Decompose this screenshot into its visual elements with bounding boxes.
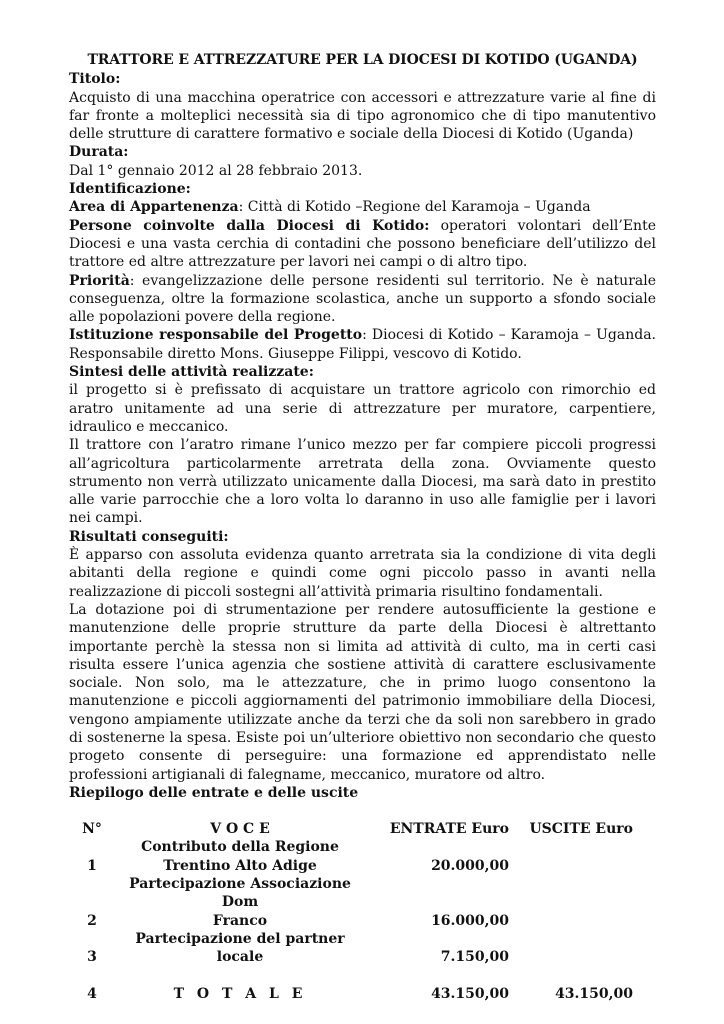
header-uscite: USCITE Euro <box>529 821 633 838</box>
row-2-n: 2 <box>87 912 97 929</box>
document-page <box>69 51 656 1003</box>
row-1-uscite <box>509 838 633 875</box>
table-total-row <box>73 985 633 1003</box>
row-1-entrate: 20.000,00 <box>431 857 509 874</box>
total-voce: T O T A L E <box>173 985 307 1002</box>
row-1-n: 1 <box>87 857 97 874</box>
priorita-paragraph <box>69 272 656 327</box>
risultati-heading: Risultati conseguiti: <box>69 528 229 545</box>
sintesi-heading: Sintesi delle attività realizzate: <box>69 364 314 381</box>
row-3-n: 3 <box>87 949 97 966</box>
row-2-voce-line1: Partecipazione Associazione Dom <box>129 876 351 911</box>
total-uscite: 43.150,00 <box>555 985 633 1002</box>
persone-text: operatori volontari dell’Ente Diocesi e una vasta cerchia di contadini che possono beneficiare dell’utilizzo del trattore ed altre attrezzature per lavori nei campi o di altro tipo. <box>69 217 656 271</box>
identificazione-heading: Identificazione: <box>69 181 191 198</box>
row-1-voce-line2: Trentino Alto Adige <box>163 857 317 874</box>
total-n: 4 <box>87 985 97 1002</box>
risultati-paragraph-1: È apparso con assoluta evidenza quanto arretrata sia la condizione di vita degli abitanti della regione e quindi come ogni piccolo passo in avanti nella realizzazione di piccoli sostegni all’attività primaria risultino fondamentali. <box>69 547 656 600</box>
row-2-voce-line2: Franco <box>212 912 268 929</box>
row-2-entrate: 16.000,00 <box>431 912 509 929</box>
spacer <box>69 802 656 820</box>
persone-paragraph <box>69 217 656 272</box>
table-row <box>73 875 633 930</box>
summary-table <box>73 820 633 1003</box>
sintesi-paragraph-1: il progetto si è prefissato di acquistare un trattore agricolo con rimorchio ed aratro unitamente ad una serie di attrezzature per muratore, carpentiere, idraulico e meccanico. <box>69 382 656 435</box>
row-2-voce <box>111 875 369 930</box>
area-paragraph <box>69 198 656 216</box>
persone-label: Persone coinvolte dalla Diocesi di Kotido: <box>69 217 430 234</box>
document-title: TRATTORE E ATTREZZATURE PER LA DIOCESI DI KOTIDO (UGANDA) <box>87 52 638 68</box>
durata-text: Dal 1° gennaio 2012 al 28 febbraio 2013. <box>69 162 363 179</box>
titolo-heading: Titolo: <box>69 71 121 88</box>
table-header-row <box>73 820 633 838</box>
durata-heading: Durata: <box>69 144 129 161</box>
priorita-label: Priorità <box>69 272 130 289</box>
row-3-entrate: 7.150,00 <box>440 949 509 966</box>
header-voce: V O C E <box>210 821 270 838</box>
total-entrate: 43.150,00 <box>431 985 509 1002</box>
riepilogo-heading: Riepilogo delle entrate e delle uscite <box>69 784 359 801</box>
priorita-text: : evangelizzazione delle persone residenti sul territorio. Ne è naturale conseguenza, oltre la formazione scolastica, anche un supporto a sfondo sociale alle popolazioni povere della regione. <box>69 272 656 326</box>
row-3-uscite <box>509 930 633 967</box>
titolo-text: Acquisto di una macchina operatrice con accessori e attrezzature varie al fine di far fronte a molteplici necessità sia di tipo agronomico che di tipo manutentivo delle strutture di carattere formativo e sociale della Diocesi di Kotido (Uganda) <box>69 89 656 143</box>
area-label: Area di Appartenenza <box>69 199 239 216</box>
row-1-voce <box>111 838 369 875</box>
row-2-uscite <box>509 875 633 930</box>
row-1-voce-line1: Contributo della Regione <box>141 839 339 856</box>
table-row <box>73 930 633 967</box>
row-3-voce: Partecipazione del partner locale <box>135 930 345 966</box>
risultati-paragraph-2: La dotazione poi di strumentazione per rendere autosufficiente la gestione e manutenzione delle proprie strutture da parte della Diocesi è altrettanto importante perchè la stessa non si limita ad attività di culto, ma in certi casi risulta essere l’unica agenzia che sostiene attività di carattere esclusivamente sociale. Non solo, ma le attezzature, che in primo luogo consentono la manutenzione e piccoli aggiornamenti del patrimonio immobiliare della Diocesi, vengono ampiamente utilizzate anche da terzi che da soli non sarebbero in grado di sostenerne la spesa. Esiste poi un’ulteriore obiettivo non secondario che questo progeto consente di perseguire: una formazione ed apprendistato nelle professioni artigianali di falegname, meccanico, muratore od altro. <box>69 601 656 783</box>
header-entrate: ENTRATE Euro <box>389 821 509 838</box>
istituzione-label: Istituzione responsabile del Progetto <box>69 327 363 344</box>
sintesi-paragraph-2: Il trattore con l’aratro rimane l’unico mezzo per far compiere piccoli progressi all’agricoltura particolarmente arretrata della zona. Ovviamente questo strumento non verrà utilizzato unicamente dalla Diocesi, ma sarà dato in prestito alle varie parrocchie che a loro volta lo daranno in uso alle famiglie per i lavori nei campi. <box>69 437 656 527</box>
header-n: N° <box>82 821 102 838</box>
table-row <box>73 838 633 875</box>
table-gap-row <box>73 967 633 985</box>
area-text: : Città di Kotido –Regione del Karamoja – Uganda <box>238 199 591 216</box>
istituzione-text: : Diocesi di Kotido – Karamoja – Uganda. Responsabile diretto Mons. Giuseppe Filippi, vescovo di Kotido. <box>69 327 656 362</box>
istituzione-paragraph <box>69 326 656 363</box>
